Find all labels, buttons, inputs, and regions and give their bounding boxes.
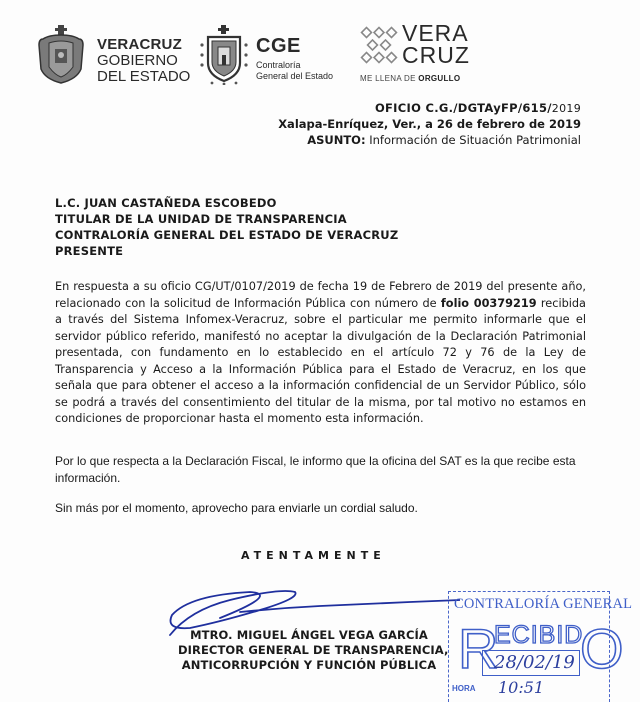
state-coat-of-arms-icon (37, 25, 85, 85)
subject-line (307, 133, 581, 147)
logo-cge-line2: Contraloría (256, 60, 301, 70)
oficio-code: OFICIO C.G./DGTAyFP/615/ (374, 101, 552, 115)
logo-veracruz-line3: DEL ESTADO (97, 68, 191, 85)
cge-shield-icon (198, 25, 250, 85)
p1-text-a: En respuesta a su oficio CG/UT/0107/2019 de fecha 19 de Febrero de 2019 del presente año, relacionado con la solicitud de Información Pública con número de (55, 280, 586, 310)
stamp-word: ECIBID (494, 621, 584, 649)
received-stamp (446, 588, 633, 698)
addressee-name: L.C. JUAN CASTAÑEDA ESCOBEDO (55, 196, 277, 210)
signer-title-2: ANTICORRUPCIÓN Y FUNCIÓN PÚBLICA (181, 658, 437, 672)
stamp-hora-label: HORA (452, 684, 476, 693)
logo-brand-line1: VERA (402, 20, 469, 46)
stamp-hora-value: 10:51 (498, 678, 545, 697)
logo-brand-line2: CRUZ (402, 42, 470, 68)
stamp-letter-o: O (580, 617, 624, 680)
logo-brand-tagline (360, 74, 460, 83)
body-paragraph-2: Por lo que respecta a la Declaración Fiscal, le informo que la oficina del SAT es la que recibe esta información. (55, 454, 576, 485)
logo-veracruz-line1: VERACRUZ (97, 36, 182, 53)
oficio-year: 2019 (551, 102, 581, 115)
stamp-letter-r: R (458, 617, 499, 680)
tagline-bold: ORGULLO (418, 74, 461, 83)
body-paragraph-3: Sin más por el momento, aprovecho para enviarle un cordial saludo. (55, 501, 418, 515)
signer-title-1: DIRECTOR GENERAL DE TRANSPARENCIA, (178, 643, 449, 657)
stamp-date: 28/02/19 (494, 652, 575, 673)
stamp-title: CONTRALORÍA GENERAL (454, 596, 633, 612)
p1-text-b: recibida a través del Sistema Infomex-Veracruz, sobre el particular me permito informarle que el servidor público referido, manifestó no aceptar la divulgación de la Declaración Patrimonial presentada, con fundamento en lo establecido en el artículo 72 y 76 de la Ley de Transparencia y Acceso a la Información Pública para el Estado de Veracruz, en los que señala que para obtener el acceso a la información confidencial de un Servidor Público, sólo se podrá a través del consentimiento del titular de la misma, por tal motivo no estamos en condiciones de proporcionar hasta el momento esta información. (55, 296, 586, 425)
body-paragraph-1 (55, 279, 586, 428)
addressee-position: TITULAR DE LA UNIDAD DE TRANSPARENCIA (55, 212, 347, 226)
addressee-greeting: PRESENTE (55, 244, 124, 258)
logo-cge-line3: General del Estado (256, 71, 334, 81)
place-date: Xalapa-Enríquez, Ver., a 26 de febrero de 2019 (278, 117, 581, 131)
tagline-light: ME LLENA DE (360, 74, 419, 83)
logo-veracruz-line2: GOBIERNO (97, 52, 178, 69)
closing-atentamente: ATENTAMENTE (241, 549, 386, 562)
oficio-number (375, 101, 581, 115)
signer-name: MTRO. MIGUEL ÁNGEL VEGA GARCÍA (190, 628, 428, 642)
knot-pattern-icon (360, 26, 398, 64)
subject-value: Información de Situación Patrimonial (365, 133, 581, 147)
addressee-institution: CONTRALORÍA GENERAL DEL ESTADO DE VERACRUZ (55, 228, 399, 242)
logo-cge-acronym: CGE (256, 35, 301, 57)
folio-number: folio 00379219 (440, 296, 537, 310)
subject-label: ASUNTO: (307, 133, 366, 147)
